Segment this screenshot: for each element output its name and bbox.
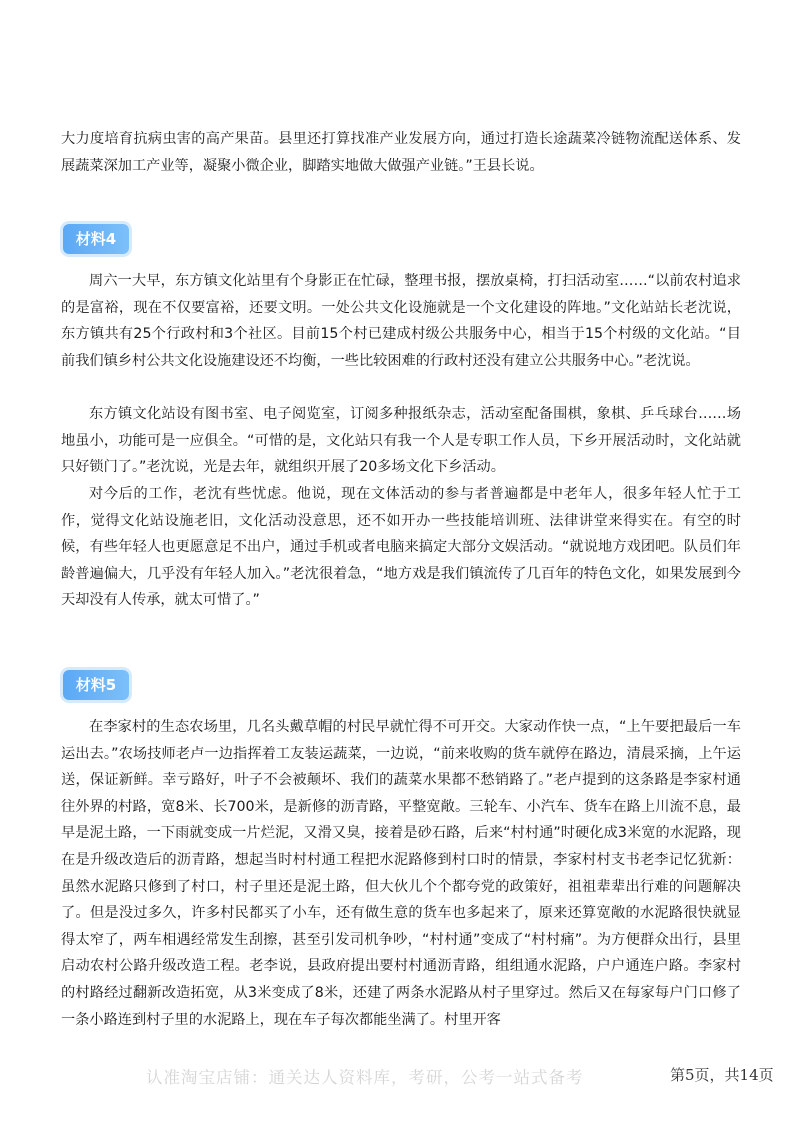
continuation-paragraph: 大力度培育抗病虫害的高产果苗。县里还打算找准产业发展方向，通过打造长途蔬菜冷链物流配送体系、发展蔬菜深加工产业等，凝聚小微企业，脚踏实地做大做强产业链。”王县长说。 xyxy=(61,131,741,174)
page-number: 第5页，共14页 xyxy=(670,1066,774,1084)
footer-watermark: 认准淘宝店铺：通关达人资料库，考研，公考一站式备考 xyxy=(146,1068,584,1087)
material-4-paragraph-2: 东方镇文化站设有图书室、电子阅览室，订阅多种报纸杂志，活动室配备围棋，象棋、乒乓球台……场地虽小，功能可是一应俱全。“可惜的是，文化站只有我一个人是专职工作人员，下乡开展活动时，文化站就只好锁门了。”老沈说，光是去年，就组织开展了20多场文化下乡活动。 xyxy=(61,406,741,476)
material-4-paragraph-1: 周六一大早，东方镇文化站里有个身影正在忙碌，整理书报，摆放桌椅，打扫活动室……“以前农村追求的是富裕，现在不仅要富裕，还要文明。一处公共文化设施就是一个文化建设的阵地。”文化站站长老沈说，东方镇共有25个行政村和3个社区。目前15个村已建成村级公共服务中心，相当于15个村级的文化站。“目前我们镇乡村公共文化设施建设还不均衡，一些比较困难的行政村还没有建立公共服务中心。”老沈说。 xyxy=(61,273,741,369)
section-label-material-5: 材料5 xyxy=(63,670,129,700)
material-4-paragraph-3: 对今后的工作，老沈有些忧虑。他说，现在文体活动的参与者普遍都是中老年人，很多年轻人忙于工作，觉得文化站设施老旧，文化活动没意思，还不如开办一些技能培训班、法律讲堂来得实在。有空的时候，有些年轻人也更愿意足不出户，通过手机或者电脑来搞定大部分文娱活动。“就说地方戏团吧。队员们年龄普遍偏大，几乎没有年轻人加入。”老沈很着急，“地方戏是我们镇流传了几百年的特色文化，如果发展到今天却没有人传承，就太可惜了。” xyxy=(61,486,741,609)
material-5-paragraph-1: 在李家村的生态农场里，几名头戴草帽的村民早就忙得不可开交。大家动作快一点，“上午要把最后一车运出去。”农场技师老卢一边指挥着工友装运蔬菜，一边说，“前来收购的货车就停在路边，清晨采摘，上午运送，保证新鲜。幸亏路好，叶子不会被颠坏、我们的蔬菜水果都不愁销路了。”老卢提到的这条路是李家村通往外界的村路，宽8米、长700米，是新修的沥青路，平整宽敞。三轮车、小汽车、货车在路上川流不息，最早是泥土路，一下雨就变成一片烂泥，又滑又臭，接着是砂石路，后来“村村通”时硬化成3米宽的水泥路，现在是升级改造后的沥青路，想起当时村村通工程把水泥路修到村口时的情景，李家村村支书老李记忆犹新：虽然水泥路只修到了村口，村子里还是泥土路，但大伙儿个个都夸党的政策好，祖祖辈辈出行难的问题解决了。但是没过多久，许多村民都买了小车，还有做生意的货车也多起来了，原来还算宽敞的水泥路很快就显得太窄了，两车相遇经常发生刮擦，甚至引发司机争吵，“村村通”变成了“村村痛”。为方便群众出行，县里启动农村公路升级改造工程。老李说，县政府提出要村村通沥青路，组组通水泥路，户户通连户路。李家村的村路经过翻新改造拓宽，从3米变成了8米，还建了两条水泥路从村子里穿过。然后又在每家每户门口修了一条小路连到村子里的水泥路上，现在车子每次都能坐满了。村里开客 xyxy=(61,719,741,1028)
section-label-material-4: 材料4 xyxy=(63,224,129,254)
